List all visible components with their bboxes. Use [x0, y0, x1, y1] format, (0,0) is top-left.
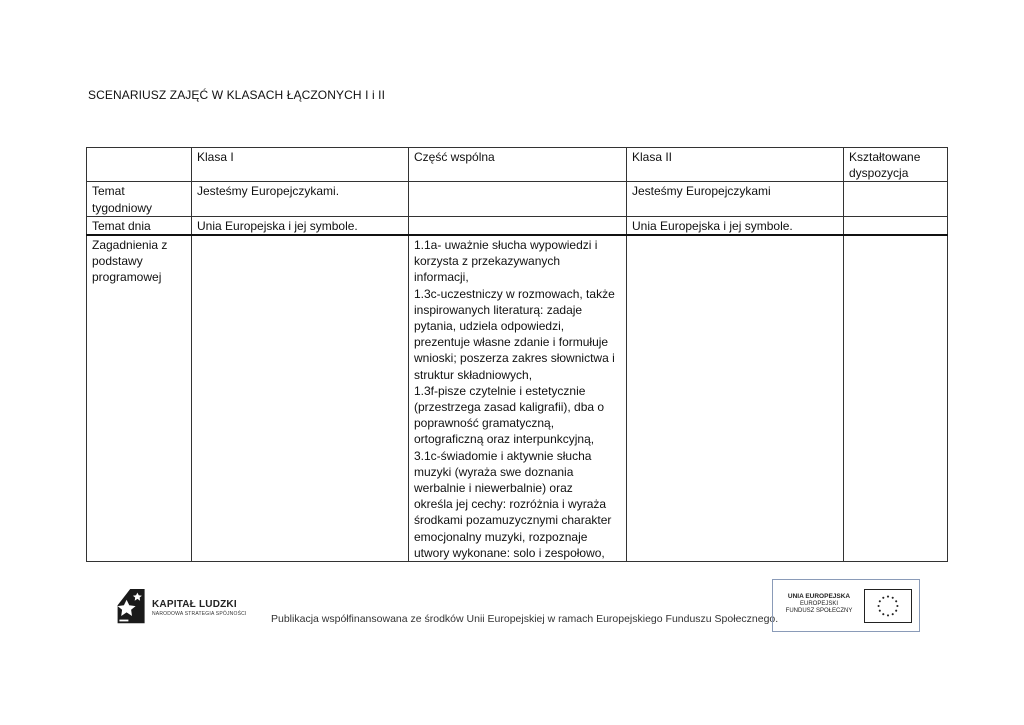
curriculum-line: ortograficzną oraz interpunkcyjną, — [414, 432, 595, 447]
eu-line-3: FUNDUSZ SPOŁECZNY — [785, 608, 853, 614]
header-cell-empty — [87, 148, 192, 182]
curriculum-line: wnioski; poszerza zakres słownictwa i — [414, 351, 615, 366]
row-label: Temat tygodniowy — [87, 182, 192, 216]
cell-wspolna — [409, 216, 627, 235]
curriculum-line: określa jej cechy: rozróżnia i wyraża — [414, 497, 607, 512]
curriculum-line: inspirowanych literaturą: zadaje — [414, 302, 583, 317]
curriculum-line: prezentuje własne zdanie i formułuje — [414, 335, 609, 350]
curriculum-line: werbalnie i niewerbalnie) oraz — [414, 481, 573, 496]
cell-dyspozycje — [844, 216, 948, 235]
cell-wspolna — [409, 235, 627, 562]
cell-klasa-2: Unia Europejska i jej symbole. — [627, 216, 844, 235]
curriculum-line: poprawność gramatyczną, — [414, 416, 555, 431]
cell-dyspozycje — [844, 182, 948, 216]
curriculum-line: (przestrzega zasad kaligrafii), dba o — [414, 400, 605, 415]
header-czesc-wspolna: Część wspólna — [409, 148, 627, 182]
curriculum-line: 1.1a- uważnie słucha wypowiedzi i — [414, 238, 598, 253]
eu-logo-box — [772, 579, 920, 632]
eu-line-2: EUROPEJSKI — [799, 600, 838, 607]
cell-dyspozycje — [844, 235, 948, 562]
eu-flag-icon — [864, 589, 912, 623]
cell-klasa-1 — [192, 235, 409, 562]
curriculum-line: 1.3f-pisze czytelnie i estetycznie — [414, 383, 586, 398]
table-row-temat-tygodniowy — [87, 182, 948, 216]
eu-line-1: UNIA EUROPEJSKA — [787, 593, 851, 600]
document-title: SCENARIUSZ ZAJĘĆ W KLASACH ŁĄCZONYCH I i II — [88, 88, 386, 102]
row-label: Temat dnia — [87, 216, 192, 235]
header-klasa-1: Klasa I — [192, 148, 409, 182]
row-label: Zagadnienia z podstawy programowej — [87, 235, 192, 562]
eu-text — [779, 593, 859, 616]
curriculum-line: korzysta z przekazywanych — [414, 254, 561, 269]
publication-note: Publikacja współfinansowana ze środków Unii Europejskiej w ramach Europejskiego Funduszu Społecznego. — [271, 613, 779, 625]
curriculum-line: 1.3c-uczestniczy w rozmowach, także — [414, 286, 615, 301]
cell-klasa-2: Jesteśmy Europejczykami — [627, 182, 844, 216]
table-row-zagadnienia — [87, 235, 948, 562]
table-header-row — [87, 148, 948, 182]
cell-klasa-1: Unia Europejska i jej symbole. — [192, 216, 409, 235]
header-dyspozycje: Kształtowane dyspozycja — [844, 148, 948, 182]
logo-name: KAPITAŁ LUDZKI — [152, 599, 237, 610]
scenario-table — [86, 147, 948, 562]
curriculum-line: muzyki (wyraża swe doznania — [414, 464, 574, 479]
cell-klasa-1: Jesteśmy Europejczykami. — [192, 182, 409, 216]
curriculum-line: struktur składniowych, — [414, 367, 533, 382]
cell-klasa-2 — [627, 235, 844, 562]
header-klasa-2: Klasa II — [627, 148, 844, 182]
logo-subtitle: NARODOWA STRATEGIA SPÓJNOŚCI — [152, 611, 247, 617]
curriculum-line: 3.1c-świadomie i aktywnie słucha — [414, 448, 592, 463]
table-row-temat-dnia — [87, 216, 948, 235]
kapital-ludzki-text — [152, 599, 247, 617]
kapital-ludzki-logo-icon — [114, 586, 150, 628]
curriculum-line: informacji, — [414, 270, 469, 285]
cell-wspolna — [409, 182, 627, 216]
curriculum-line: pytania, udziela odpowiedzi, — [414, 319, 565, 334]
curriculum-line: środkami pozamuzycznymi charakter — [414, 513, 612, 528]
curriculum-line: emocjonalny muzyki, rozpoznaje — [414, 529, 588, 544]
curriculum-line: utwory wykonane: solo i zespołowo, — [414, 545, 605, 560]
